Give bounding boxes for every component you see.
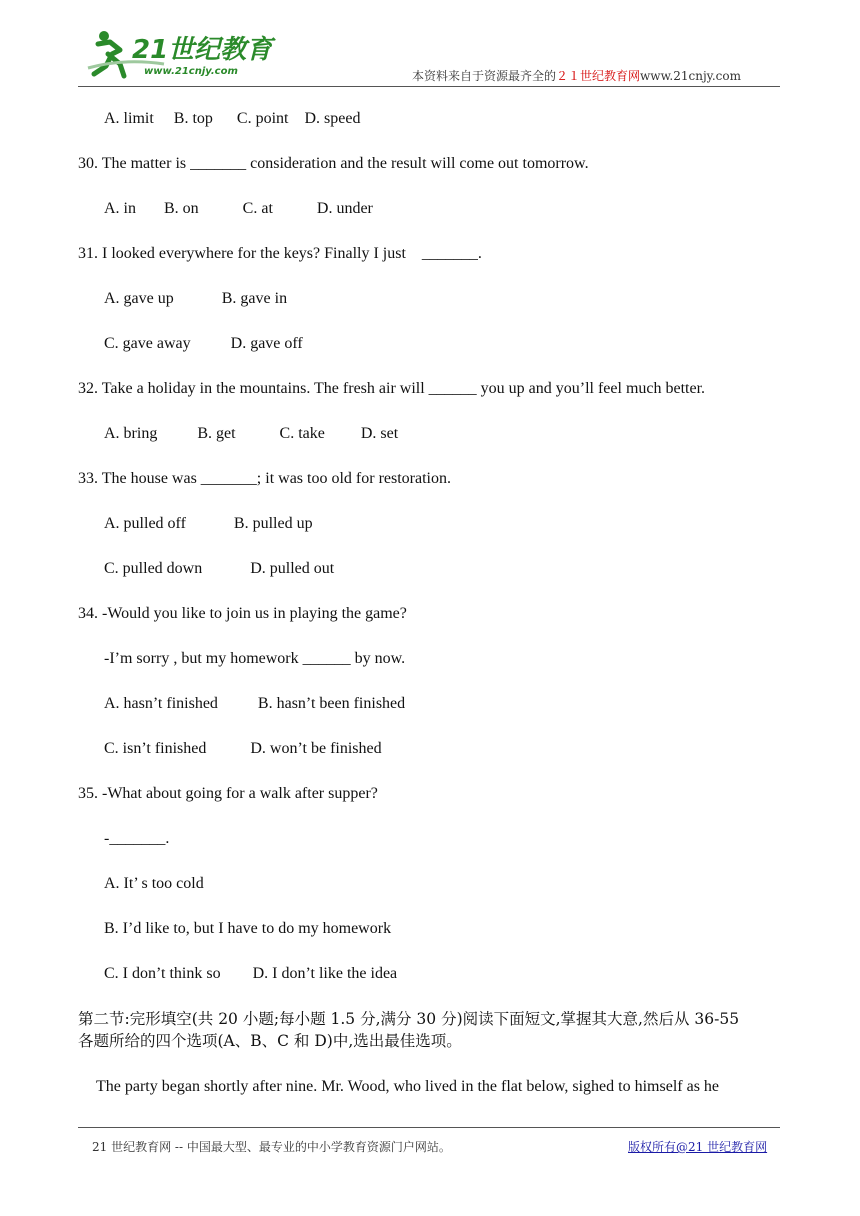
logo-text: 21世纪教育	[132, 35, 273, 65]
options-34-cd: C. isn’t finished D. won’t be finished	[104, 740, 382, 757]
logo-url: www.21cnjy.com	[144, 66, 238, 77]
options-32: A. bring B. get C. take D. set	[104, 425, 399, 442]
footer-copyright-link[interactable]: 版权所有@21 世纪教育网	[628, 1140, 768, 1154]
question-31: 31. I looked everywhere for the keys? Finally I just _______.	[78, 245, 482, 262]
options-31-cd: C. gave away D. gave off	[104, 335, 303, 352]
options-29: A. limit B. top C. point D. speed	[104, 110, 361, 127]
question-33: 33. The house was _______; it was too old for restoration.	[78, 470, 451, 487]
option-35-b: B. I’d like to, but I have to do my homework	[104, 920, 392, 937]
passage-text: The party began shortly after nine. Mr. Wood, who lived in the flat below, sighed to himself as he	[96, 1078, 720, 1095]
section-heading-line-1: 第二节:完形填空(共 20 小题;每小题 1.5 分,满分 30 分)阅读下面短文,掌握其大意,然后从 36-55	[78, 1010, 740, 1028]
footer-site-description: 21 世纪教育网 -- 中国最大型、最专业的中小学教育资源门户网站。	[92, 1140, 451, 1154]
question-35-reply: -_______.	[104, 830, 170, 847]
options-33-ab: A. pulled off B. pulled up	[104, 515, 313, 532]
source-line	[412, 67, 741, 84]
question-30: 30. The matter is _______ consideration and the result will come out tomorrow.	[78, 155, 589, 172]
source-url[interactable]: www.21cnjy.com	[640, 69, 741, 83]
logo	[84, 24, 294, 82]
question-34: 34. -Would you like to join us in playing the game?	[78, 605, 407, 622]
page-header	[0, 0, 860, 90]
question-35: 35. -What about going for a walk after supper?	[78, 785, 378, 802]
footer-divider	[78, 1127, 780, 1128]
options-34-ab: A. hasn’t finished B. hasn’t been finished	[104, 695, 406, 712]
options-31-ab: A. gave up B. gave in	[104, 290, 288, 307]
options-30: A. in B. on C. at D. under	[104, 200, 373, 217]
question-32: 32. Take a holiday in the mountains. The fresh air will ______ you up and you’ll feel much better.	[78, 380, 706, 397]
option-35-a: A. It’ s too cold	[104, 875, 204, 892]
source-prefix: 本资料来自于资源最齐全的	[412, 69, 557, 83]
source-site-name: ２１世纪教育网	[556, 69, 641, 83]
section-heading-line-2: 各题所给的四个选项(A、B、C 和 D)中,选出最佳选项。	[78, 1032, 462, 1050]
question-34-reply: -I’m sorry , but my homework ______ by now.	[104, 650, 406, 667]
options-35-cd: C. I don’t think so D. I don’t like the idea	[104, 965, 398, 982]
options-33-cd: C. pulled down D. pulled out	[104, 560, 335, 577]
header-divider	[78, 86, 780, 87]
